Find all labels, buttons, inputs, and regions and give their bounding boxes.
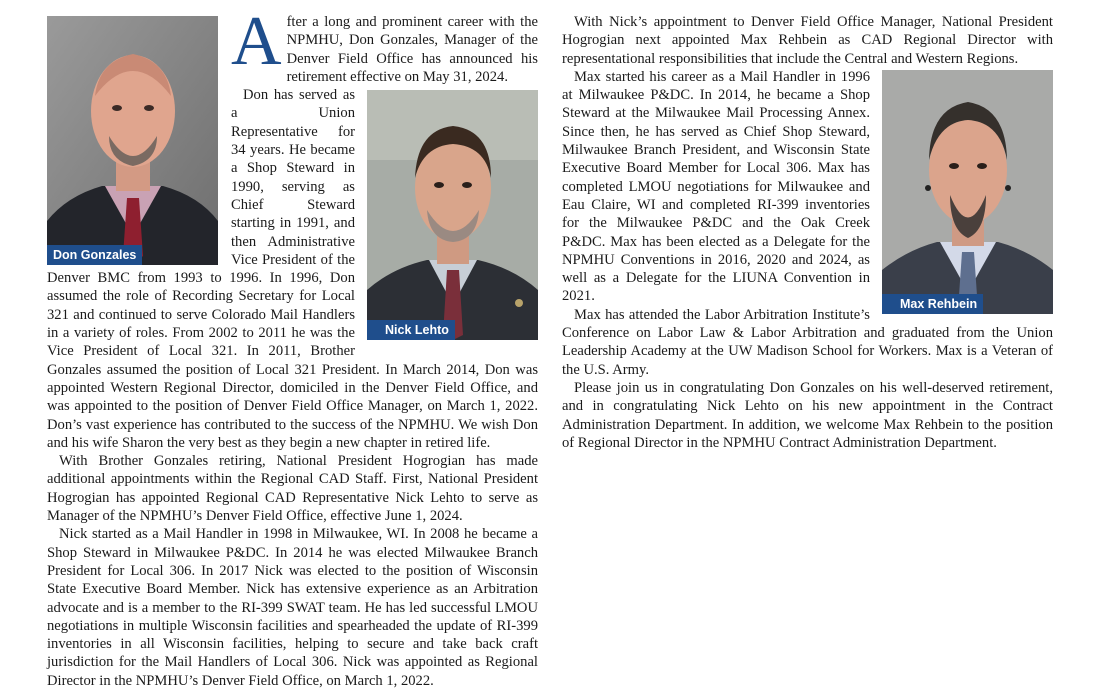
- paragraph-max-career: Max Rehbein Max started his career as a Mail Handler in 1996 at Milwaukee P&DC. In 2014, he became a Shop Steward at the Milwaukee Mail Processing Annex. Since then, he has served as Chief Shop Steward, Milwaukee Branch President, and Wisconsin State Executive Board Member for Local 306. Max has completed LMOU negotiations for Milwaukee and Eau Claire, WI and completed RI-399 inventories for the Milwaukee P&DC and the Oak Creek P&DC. Max has been elected as a Delegate for the NPMHU Conventions in 2016, 2020 and 2024, as well as a Delegate for the LIUNA Convention in 2021.: [562, 68, 1053, 306]
- photo-caption: Max Rehbein: [882, 294, 983, 314]
- portrait-image: [47, 16, 218, 265]
- photo-nick-lehto: [367, 90, 538, 340]
- photo-caption: Nick Lehto: [367, 320, 455, 340]
- paragraph-max-training: Max has attended the Labor Arbitration Institute’s Conference on Labor Law & Labor Arbitration and graduated from the Union Leadership Academy at the UW Madison School for Workers. Max is a Veteran of the U.S. Army.: [562, 306, 1053, 378]
- portrait-image: [882, 70, 1053, 314]
- paragraph-max-appointment: With Nick’s appointment to Denver Field Office Manager, National President Hogrogian next appointed Max Rehbein as CAD Regional Director with representational responsibilities that include the Central and Western Regions.: [562, 14, 1053, 67]
- paragraph-appointments: With Brother Gonzales retiring, National President Hogrogian has made additional appointments within the Regional CAD Staff. First, National President Hogrogian has appointed Regional CAD Representative Nick Lehto to serve as Manager of the NPMHU’s Denver Field Office, effective June 1, 2024.: [47, 453, 538, 525]
- paragraph-closing: Please join us in congratulating Don Gonzales on his well-deserved retirement, and in congratulating Nick Lehto on his new appointment in the Contract Administration Department. In addition, we welcome Max Rehbein to the position of Regional Director in the NPMHU Contract Administration Department.: [562, 379, 1053, 451]
- paragraph-nick-career: Nick started as a Mail Handler in 1998 in Milwaukee, WI. In 2008 he became a Shop Steward in Milwaukee P&DC. In 2014 he was elected Milwaukee Branch President for Local 306. In 2017 Nick was elected to the position of Wisconsin State Executive Board Member. Nick has extensive experience as an Arbitration advocate and is a member to the RI-399 SWAT team. He has led successful LMOU negotiations in multiple Wisconsin facilities and spearheaded the update of RI-399 inventories in all Wisconsin facilities, helping to secure and take back craft jurisdiction for the Mail Handlers of Local 306. Nick was appointed as Regional Director in the NPMHU’s Denver Field Office, on March 1, 2022.: [47, 526, 538, 689]
- right-column: [562, 13, 1053, 452]
- photo-caption: Don Gonzales: [47, 245, 142, 265]
- drop-cap: A: [231, 3, 282, 80]
- photo-max-rehbein: [882, 70, 1053, 314]
- paragraph-don-career: Nick Lehto Don has served as a Union Representative for 34 years. He became a Shop Steward in 1990, serving as Chief Steward starting in 1991, and then Administrative Vice President of the Denver BMC from 1993 to 1996. In 1996, Don assumed the role of Recording Secretary for Local 321 and continued to serve Colorado Mail Handlers in a variety of roles. From 2002 to 2011 he was the Vice President of Local 321. In 2011, Brother Gonzales assumed the position of Local 321 President. In March 2014, Don was appointed Western Regional Director, domiciled in the Denver Field Office, and was appointed to the position of Denver Field Office Manager, on March 1, 2022. Don’s vast experience has contributed to the success of the NPMHU. We wish Don and his wife Sharon the very best as they begin a new chapter in retired life.: [47, 87, 538, 451]
- portrait-image: [367, 90, 538, 340]
- paragraph-intro: After a long and prominent career with the NPMHU, Don Gonzales, Manager of the Denver Field Office has announced his retirement effective on May 31, 2024.: [231, 3, 538, 85]
- photo-don-gonzales: [47, 16, 218, 265]
- left-column: [47, 3, 538, 690]
